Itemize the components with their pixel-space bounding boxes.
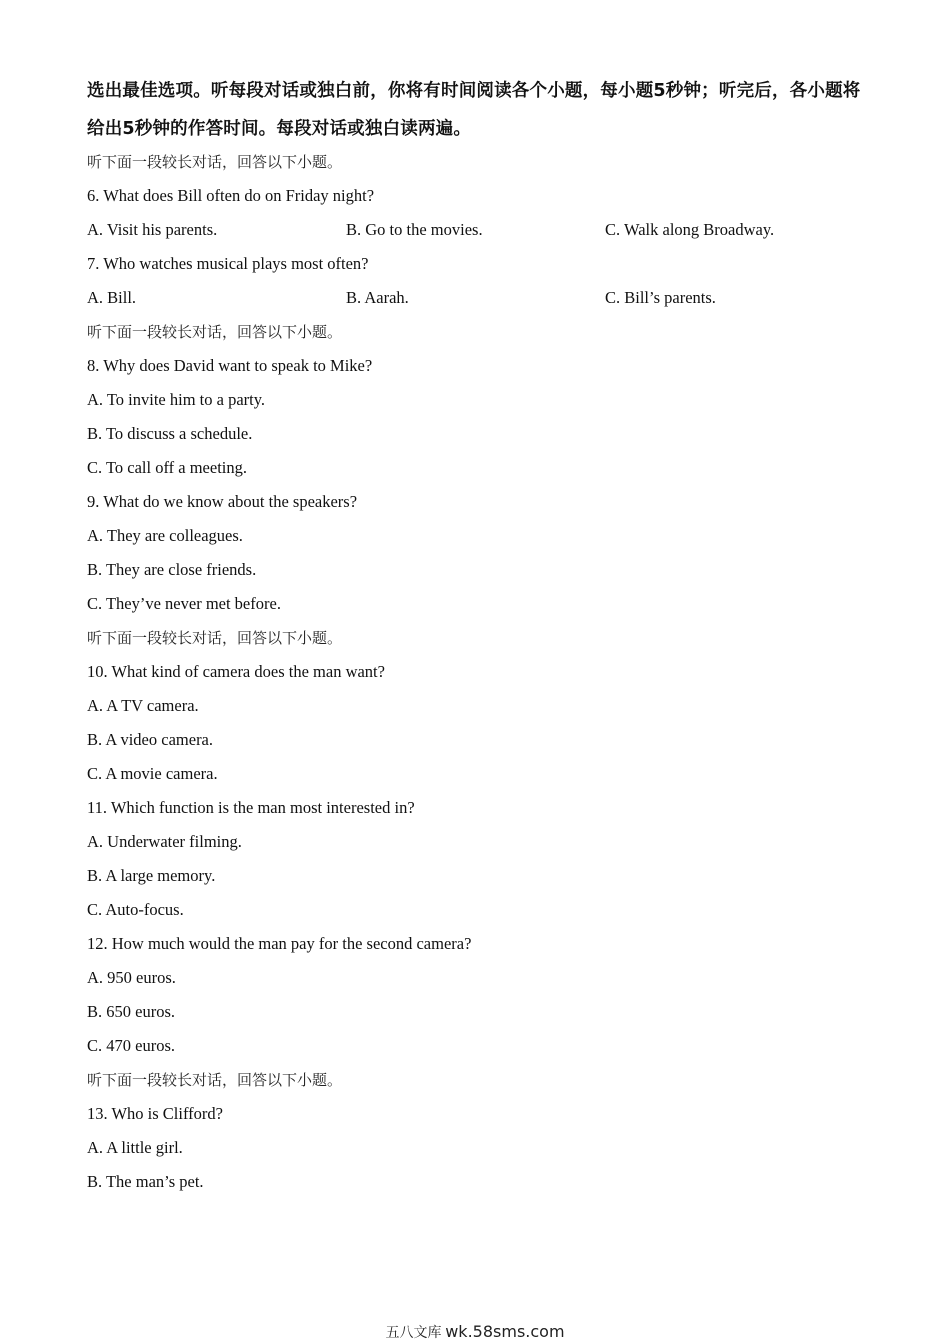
option-6c: C. Walk along Broadway.	[605, 220, 775, 239]
option-9b: B. They are close friends.	[87, 560, 257, 579]
question-9: 9. What do we know about the speakers?	[87, 492, 358, 511]
footer-source-url[interactable]: wk.58sms.com	[445, 1322, 565, 1341]
option-8c: C. To call off a meeting.	[87, 458, 247, 477]
exam-page	[87, 72, 867, 1199]
option-12c: C. 470 euros.	[87, 1036, 175, 1055]
option-6b: B. Go to the movies.	[346, 220, 483, 239]
option-9a: A. They are colleagues.	[87, 526, 243, 545]
question-13: 13. Who is Clifford?	[87, 1104, 223, 1123]
instructions: 选出最佳选项。听每段对话或独白前，你将有时间阅读各个小题，每小题5秒钟；听完后，各小题将给出5秒钟的作答时间。每段对话或独白读两遍。	[87, 81, 861, 139]
option-9c: C. They’ve never met before.	[87, 594, 281, 613]
option-11b: B. A large memory.	[87, 866, 216, 885]
question-10: 10. What kind of camera does the man want?	[87, 662, 385, 681]
option-7a: A. Bill.	[87, 288, 137, 307]
option-8b: B. To discuss a schedule.	[87, 424, 253, 443]
options-7	[87, 281, 867, 315]
option-11a: A. Underwater filming.	[87, 832, 242, 851]
option-10b: B. A video camera.	[87, 730, 214, 749]
section-header: 听下面一段较长对话，回答以下小题。	[87, 1071, 343, 1089]
option-11c: C. Auto-focus.	[87, 900, 184, 919]
page-footer	[0, 1322, 950, 1342]
option-7c: C. Bill’s parents.	[605, 288, 716, 307]
section-header: 听下面一段较长对话，回答以下小题。	[87, 629, 343, 647]
option-7b: B. Aarah.	[346, 288, 409, 307]
footer-source-name: 五八文库	[385, 1325, 442, 1341]
question-8: 8. Why does David want to speak to Mike?	[87, 356, 373, 375]
option-13b: B. The man’s pet.	[87, 1172, 204, 1191]
option-12b: B. 650 euros.	[87, 1002, 175, 1021]
question-6: 6. What does Bill often do on Friday night?	[87, 186, 375, 205]
section-header: 听下面一段较长对话，回答以下小题。	[87, 323, 343, 341]
option-8a: A. To invite him to a party.	[87, 390, 266, 409]
question-7: 7. Who watches musical plays most often?	[87, 254, 369, 273]
option-13a: A. A little girl.	[87, 1138, 183, 1157]
section-header: 听下面一段较长对话，回答以下小题。	[87, 153, 343, 171]
question-11: 11. Which function is the man most interested in?	[87, 798, 415, 817]
option-10a: A. A TV camera.	[87, 696, 199, 715]
question-12: 12. How much would the man pay for the second camera?	[87, 934, 472, 953]
option-10c: C. A movie camera.	[87, 764, 218, 783]
option-6a: A. Visit his parents.	[87, 220, 218, 239]
options-6	[87, 213, 867, 247]
option-12a: A. 950 euros.	[87, 968, 176, 987]
